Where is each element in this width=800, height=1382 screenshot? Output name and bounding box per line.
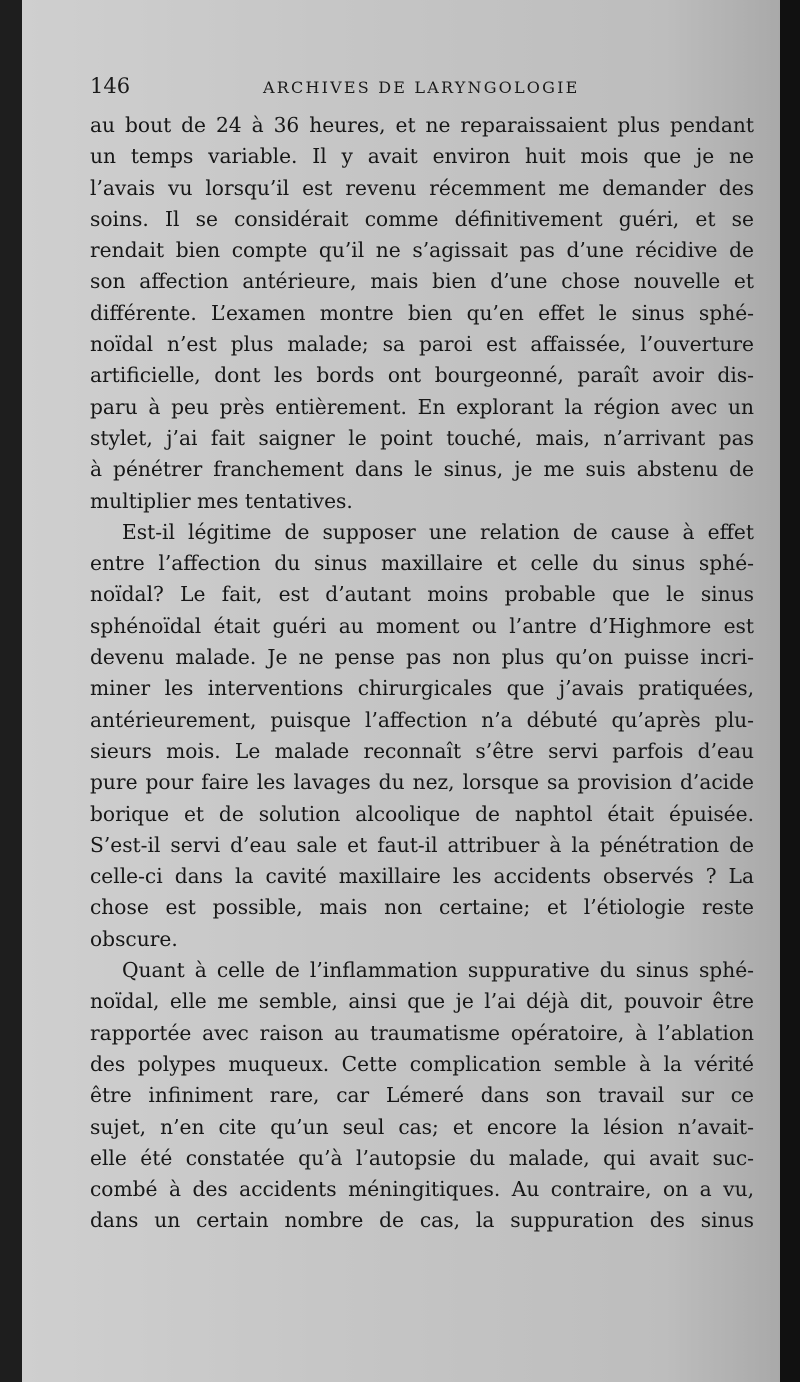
text-line: Quant à celle de l’inflammation suppurative du sinus sphé- — [122, 958, 754, 983]
text-line: différente. L’examen montre bien qu’en effet le sinus sphé- — [90, 300, 754, 325]
text-line: entre l’affection du sinus maxillaire et celle du sinus sphé- — [90, 551, 754, 576]
text-line: pure pour faire les lavages du nez, lorsque sa provision d’acide — [90, 770, 754, 795]
text-line: un temps variable. Il y avait environ huit mois que je ne — [90, 144, 754, 169]
text-line: sujet, n’en cite qu’un seul cas; et encore la lésion n’avait- — [90, 1114, 754, 1139]
text-line: rendait bien compte qu’il ne s’agissait pas d’une récidive de — [90, 238, 754, 263]
text-line: noïdal? Le fait, est d’autant moins probable que le sinus — [90, 582, 754, 607]
text-line: Est-il légitime de supposer une relation de cause à effet — [122, 519, 754, 544]
text-line: combé à des accidents méningitiques. Au contraire, on a vu, — [90, 1177, 754, 1202]
text-line: être infiniment rare, car Lémeré dans son travail sur ce — [90, 1083, 754, 1108]
page-header — [90, 66, 750, 106]
text-line: noïdal n’est plus malade; sa paroi est affaissée, l’ouverture — [90, 332, 754, 357]
text-line: devenu malade. Je ne pense pas non plus qu’on puisse incri- — [90, 645, 754, 670]
text-line: dans un certain nombre de cas, la suppuration des sinus — [90, 1208, 754, 1233]
text-line: celle-ci dans la cavité maxillaire les accidents observés ? La — [90, 864, 754, 889]
text-line: stylet, j’ai fait saigner le point touché, mais, n’arrivant pas — [90, 425, 754, 450]
text-line: à pénétrer franchement dans le sinus, je me suis abstenu de — [90, 457, 754, 482]
text-line: sieurs mois. Le malade reconnaît s’être servi parfois d’eau — [90, 738, 754, 763]
running-head: ARCHIVES DE LARYNGOLOGIE — [263, 78, 580, 97]
text-line: noïdal, elle me semble, ainsi que je l’ai déjà dit, pouvoir être — [90, 989, 754, 1014]
text-line: borique et de solution alcoolique de naphtol était épuisée. — [90, 801, 754, 826]
text-line: des polypes muqueux. Cette complication semble à la vérité — [90, 1051, 754, 1076]
text-line: elle été constatée qu’à l’autopsie du malade, qui avait suc- — [90, 1145, 754, 1170]
text-line: son affection antérieure, mais bien d’une chose nouvelle et — [90, 269, 754, 294]
text-line: multiplier mes tentatives. — [90, 488, 353, 513]
text-line: au bout de 24 à 36 heures, et ne reparaissaient plus pendant — [90, 113, 754, 137]
text-line: miner les interventions chirurgicales que j’avais pratiquées, — [90, 676, 754, 701]
body-text — [90, 110, 754, 1237]
scan-edge — [780, 0, 800, 1382]
text-line: antérieurement, puisque l’affection n’a débuté qu’après plu- — [90, 707, 754, 732]
text-line: l’avais vu lorsqu’il est revenu récemment me demander des — [90, 175, 754, 200]
text-line: chose est possible, mais non certaine; et l’étiologie reste — [90, 895, 754, 920]
text-line: soins. Il se considérait comme définitivement guéri, et se — [90, 206, 754, 231]
text-line: sphénoïdal était guéri au moment ou l’antre d’Highmore est — [90, 613, 754, 638]
text-line: S’est-il servi d’eau sale et faut-il attribuer à la pénétration de — [90, 832, 754, 857]
text-line: artificielle, dont les bords ont bourgeonné, paraît avoir dis- — [90, 363, 754, 388]
text-line: paru à peu près entièrement. En explorant la région avec un — [90, 394, 754, 419]
page-number: 146 — [90, 74, 131, 98]
book-page — [22, 0, 780, 1382]
text-line: rapportée avec raison au traumatisme opératoire, à l’ablation — [90, 1020, 754, 1045]
text-line: obscure. — [90, 926, 178, 951]
